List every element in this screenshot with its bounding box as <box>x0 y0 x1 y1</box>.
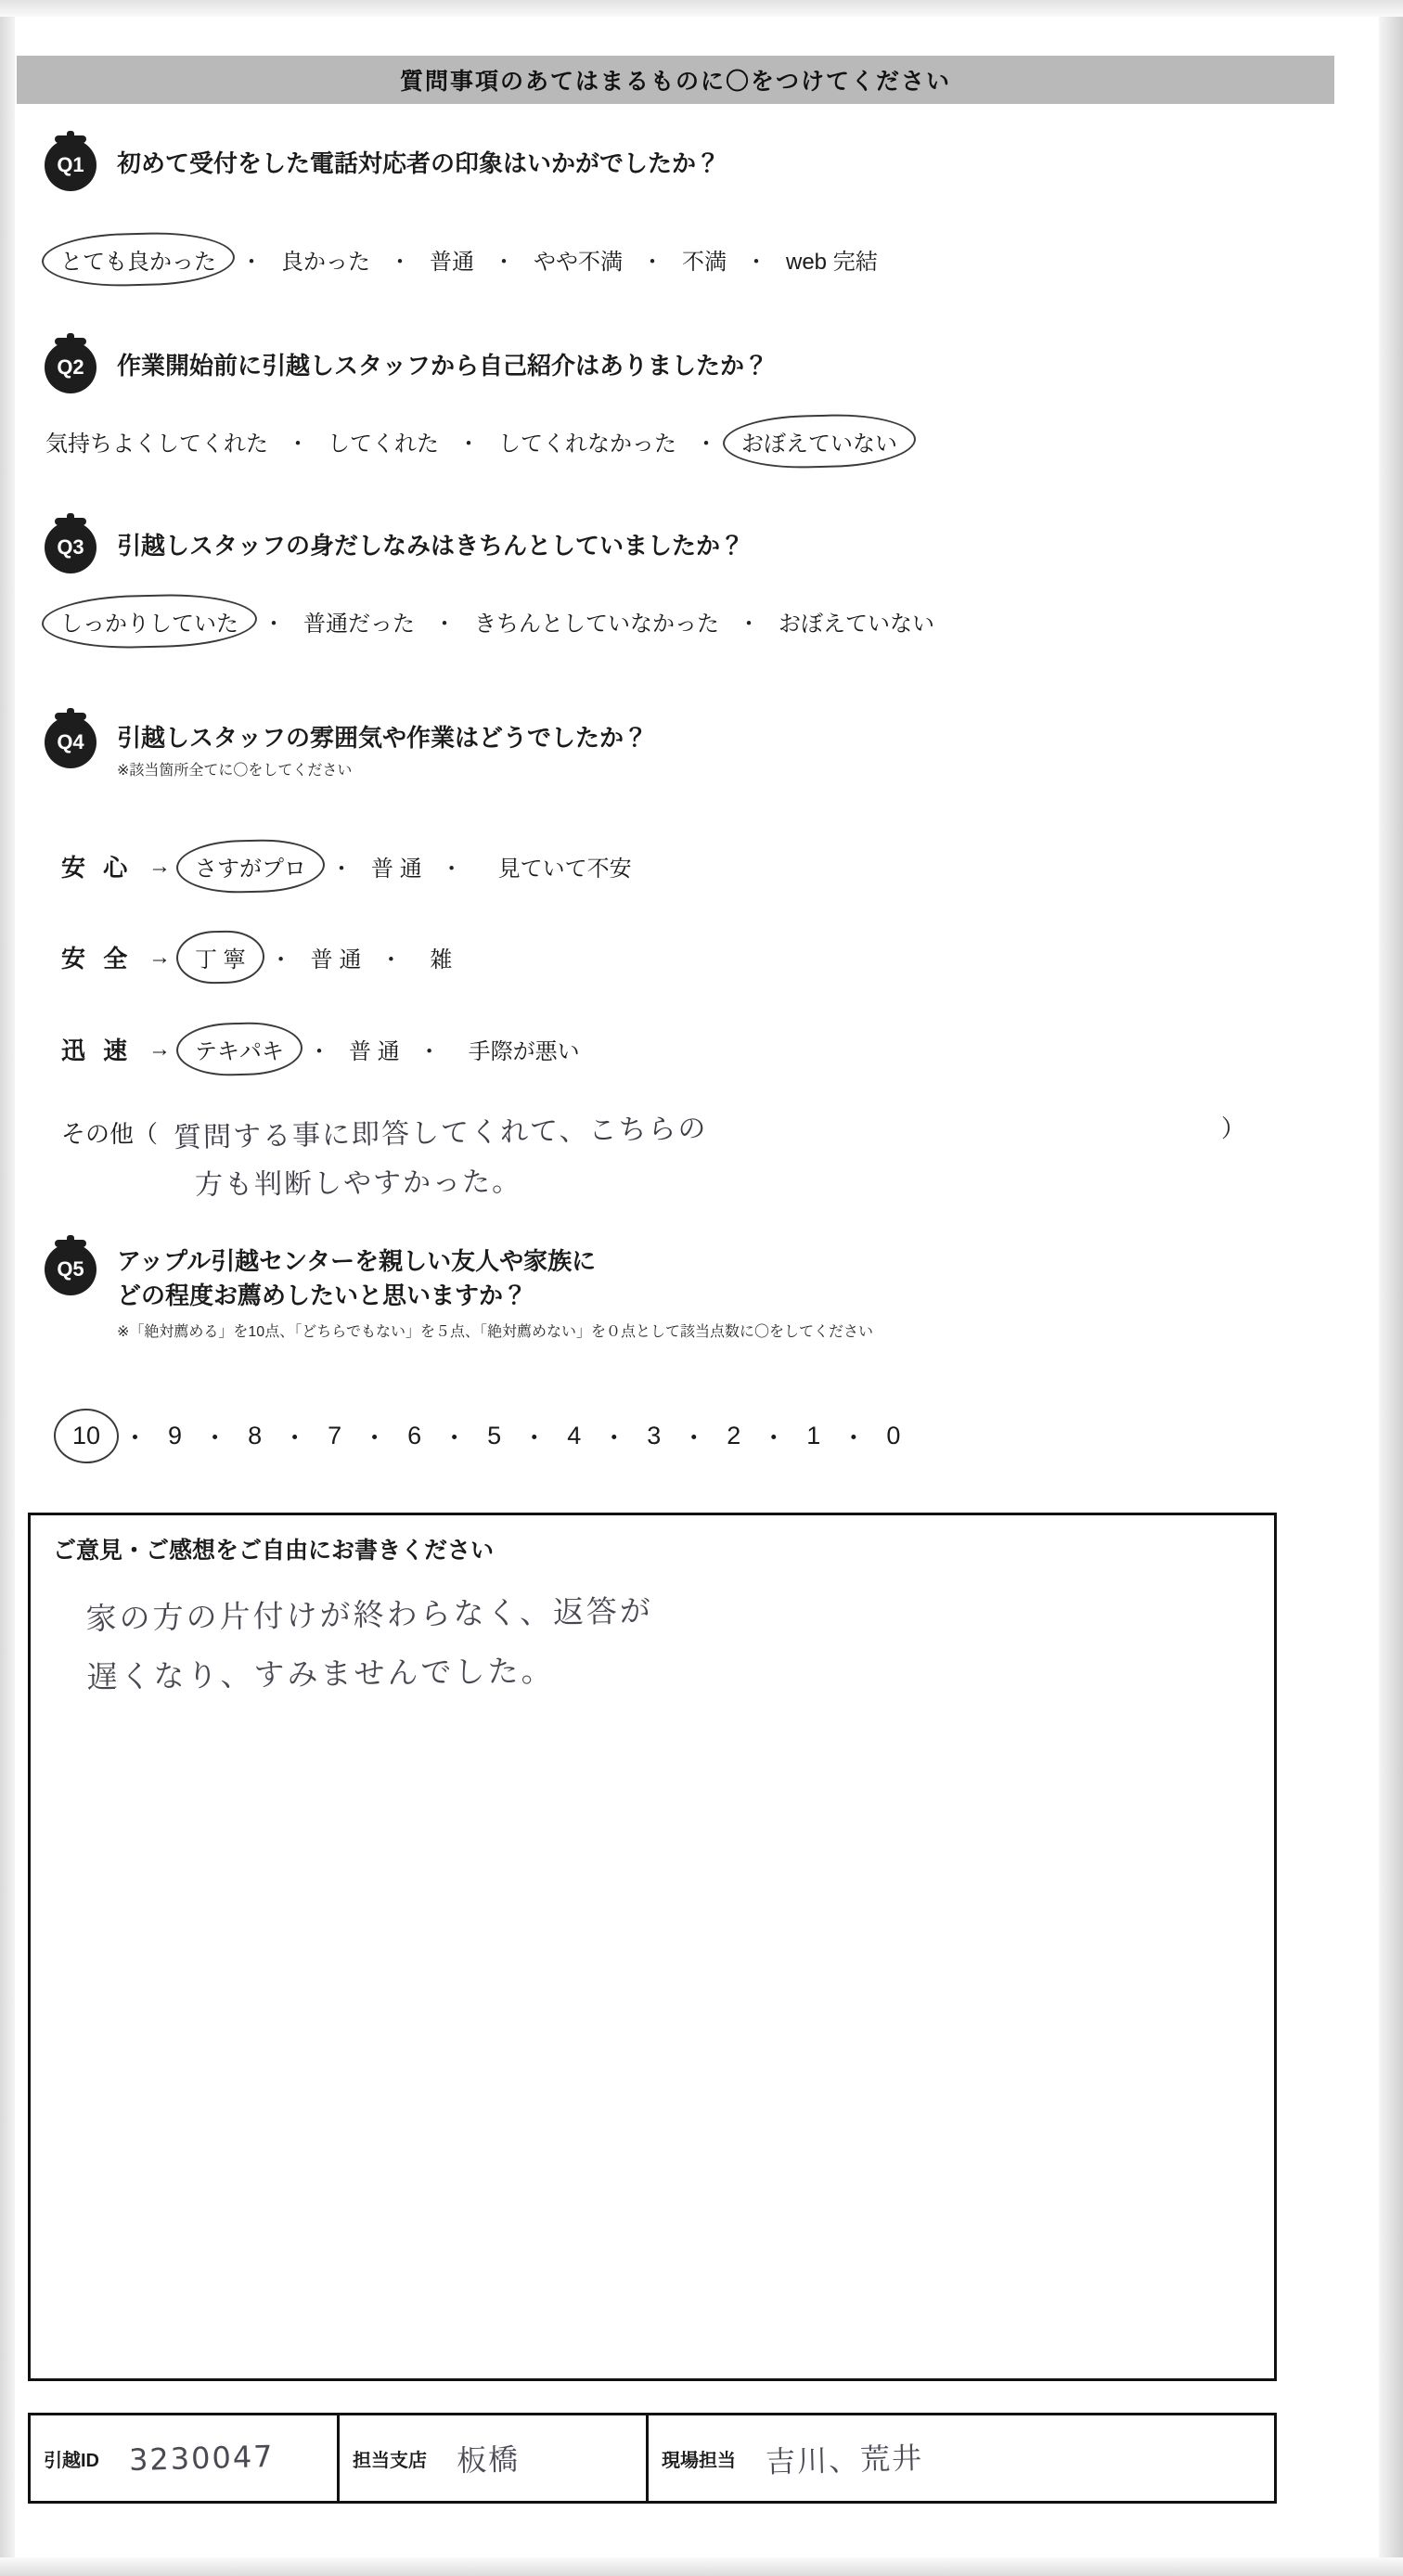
q1-sep-0: ・ <box>240 250 263 275</box>
q5-dot-0: ・ <box>122 1424 148 1452</box>
banner-header <box>17 56 1334 104</box>
q3-sep-2: ・ <box>738 612 760 637</box>
q5-scale-0[interactable]: 0 <box>886 1422 901 1449</box>
q5-dot-6: ・ <box>601 1424 627 1452</box>
q2-option-2[interactable]: してくれなかった <box>498 431 676 457</box>
comment-line-1: 家の方の片付けが終わらなく、返答が <box>85 1592 654 1637</box>
q5-dot-1: ・ <box>202 1424 228 1452</box>
q5-scale-2[interactable]: 2 <box>727 1422 741 1449</box>
q4-other-field[interactable] <box>61 1110 1268 1155</box>
q2-option-1[interactable]: してくれた <box>328 431 439 457</box>
question-q2 <box>45 341 768 393</box>
q2-options <box>42 425 907 457</box>
q3-option-3[interactable]: おぼえていない <box>779 612 934 637</box>
q2-option-3[interactable]: おぼえていない <box>732 425 907 457</box>
footer-value-branch: 板橋 <box>456 2441 521 2479</box>
q4-note: ※該当箇所全てに〇をしてください <box>117 763 353 779</box>
footer-header-move-id: 引越ID <box>44 2450 99 2471</box>
q5-scale-9[interactable]: 9 <box>168 1422 183 1449</box>
q1-option-3[interactable]: やや不満 <box>534 250 623 275</box>
q5-scale-10[interactable]: 10 <box>61 1422 111 1450</box>
q5-dot-2: ・ <box>282 1424 308 1452</box>
footer-value-move-id: 3230047 <box>128 2438 275 2479</box>
footer-header-staff: 現場担当 <box>662 2450 736 2471</box>
footer-value-staff: 吉川、荒井 <box>765 2440 924 2480</box>
q1-option-2[interactable]: 普通 <box>430 250 474 275</box>
q3-sep-0: ・ <box>263 612 285 637</box>
q4-sub-0-sep-1: ・ <box>440 857 463 882</box>
q4-sub-2-option-1[interactable]: 普 通 <box>349 1039 400 1064</box>
q5-scale-6[interactable]: 6 <box>407 1422 422 1449</box>
q4-text: 引越しスタッフの雰囲気や作業はどうでしたか？ <box>117 724 649 752</box>
q5-dot-8: ・ <box>761 1424 787 1452</box>
q5-scale-3[interactable]: 3 <box>647 1422 662 1449</box>
q4-sub-1-arrow: → <box>148 944 171 970</box>
question-q5 <box>45 1243 873 1341</box>
q5-scale <box>61 1418 909 1454</box>
q3-option-1[interactable]: 普通だった <box>303 612 415 637</box>
comment-box-handwriting <box>85 1574 1238 1707</box>
q4-sub-0-option-1[interactable]: 普 通 <box>371 857 422 882</box>
q4-sub-0-sep-0: ・ <box>330 857 353 882</box>
q4-sub-1-sep-0: ・ <box>269 947 292 972</box>
q4-other-handwritten-line1: 質問する事に即答してくれて、こちらの <box>173 1112 708 1155</box>
q1-option-0[interactable]: とても良かった <box>51 243 225 276</box>
q4-sub-0-label: 安 心 <box>61 854 134 882</box>
q5-text-line2: どの程度お薦めしたいと思いますか？ <box>117 1282 528 1310</box>
q5-scale-4[interactable]: 4 <box>567 1422 582 1449</box>
q5-scale-1[interactable]: 1 <box>806 1422 821 1449</box>
q1-sep-4: ・ <box>745 250 767 275</box>
question-q4 <box>45 716 648 779</box>
q1-option-1[interactable]: 良かった <box>281 250 370 275</box>
q4-sub-2-sep-0: ・ <box>308 1039 330 1064</box>
q4-sub-1-sep-1: ・ <box>380 947 403 972</box>
q4-badge: Q4 <box>45 716 97 768</box>
q2-badge: Q2 <box>45 341 97 393</box>
q4-sub-1-option-2[interactable]: 雑 <box>430 947 453 972</box>
q4-sub-2-option-2[interactable]: 手際が悪い <box>468 1039 580 1064</box>
q4-sub-0-option-2[interactable]: 見ていて不安 <box>497 857 632 882</box>
q5-dot-5: ・ <box>521 1424 547 1452</box>
q4-sub-2-label: 迅 速 <box>61 1037 134 1064</box>
q5-text-line1: アップル引越センターを親しい友人や家族に <box>117 1247 597 1275</box>
footer-field-branch <box>340 2415 649 2501</box>
q3-option-2[interactable]: きちんとしていなかった <box>474 612 719 637</box>
q1-sep-3: ・ <box>641 250 663 275</box>
q1-options <box>51 243 882 276</box>
q4-other-handwritten-line2: 方も判断しやすかった。 <box>194 1166 522 1202</box>
q1-text: 初めて受付をした電話対応者の印象はいかがでしたか？ <box>117 149 721 177</box>
comment-line-2: 遅くなり、すみませんでした。 <box>86 1652 555 1695</box>
q5-note: ※「絶対薦める」を10点、「どちらでもない」を５点、「絶対薦めない」を０点として該当点数に〇をしてください <box>117 1324 874 1341</box>
q5-dot-3: ・ <box>362 1424 388 1452</box>
q4-sub-safety-mind <box>61 849 636 883</box>
q1-sep-1: ・ <box>389 250 411 275</box>
q2-option-0[interactable]: 気持ちよくしてくれた <box>45 431 268 457</box>
q4-sub-2-arrow: → <box>148 1036 171 1062</box>
question-q1 <box>45 139 720 191</box>
q5-dot-4: ・ <box>442 1424 468 1452</box>
q4-sub-safety <box>61 940 456 974</box>
q2-sep-2: ・ <box>695 431 717 457</box>
q4-sub-1-option-0[interactable]: 丁 寧 <box>186 941 255 973</box>
q4-sub-0-arrow: → <box>148 853 171 879</box>
q4-sub-1-option-1[interactable]: 普 通 <box>310 947 362 972</box>
q4-sub-0-option-0[interactable]: さすがプロ <box>186 850 315 882</box>
q3-option-0[interactable]: しっかりしていた <box>51 605 248 638</box>
q1-option-4[interactable]: 不満 <box>682 250 727 275</box>
q3-options <box>51 605 938 638</box>
q2-text: 作業開始前に引越しスタッフから自己紹介はありましたか？ <box>117 352 769 380</box>
q3-text: 引越しスタッフの身だしなみはきちんとしていましたか？ <box>117 532 745 560</box>
q4-sub-1-label: 安 全 <box>61 945 134 972</box>
q5-dot-9: ・ <box>841 1424 867 1452</box>
comment-box[interactable] <box>28 1513 1277 2381</box>
q5-badge: Q5 <box>45 1243 97 1295</box>
banner-title: 質問事項のあてはまるものに〇をつけてください <box>399 69 951 95</box>
q4-other-label: その他（ <box>61 1120 159 1148</box>
q4-sub-2-option-0[interactable]: テキパキ <box>186 1033 293 1065</box>
q5-scale-8[interactable]: 8 <box>248 1422 263 1449</box>
q4-sub-2-sep-1: ・ <box>418 1039 441 1064</box>
q2-sep-1: ・ <box>457 431 480 457</box>
footer-field-move-id <box>31 2415 340 2501</box>
q1-sep-2: ・ <box>493 250 515 275</box>
q4-other-close: ） <box>1221 1114 1246 1142</box>
footer-table <box>28 2413 1277 2504</box>
q1-option-5[interactable]: web 完結 <box>786 250 878 275</box>
q4-other-line2 <box>195 1160 521 1201</box>
q5-scale-7[interactable]: 7 <box>328 1422 342 1449</box>
footer-header-branch: 担当支店 <box>353 2450 427 2471</box>
q3-sep-1: ・ <box>433 612 456 637</box>
q5-scale-5[interactable]: 5 <box>487 1422 502 1449</box>
q3-badge: Q3 <box>45 522 97 573</box>
q1-badge: Q1 <box>45 139 97 191</box>
question-q3 <box>45 522 744 573</box>
q5-dot-7: ・ <box>681 1424 707 1452</box>
comment-box-label: ご意見・ご感想をご自由にお書きください <box>53 1538 495 1564</box>
footer-field-staff <box>649 2415 1274 2501</box>
q2-sep-0: ・ <box>287 431 309 457</box>
q4-sub-speed <box>61 1032 584 1066</box>
